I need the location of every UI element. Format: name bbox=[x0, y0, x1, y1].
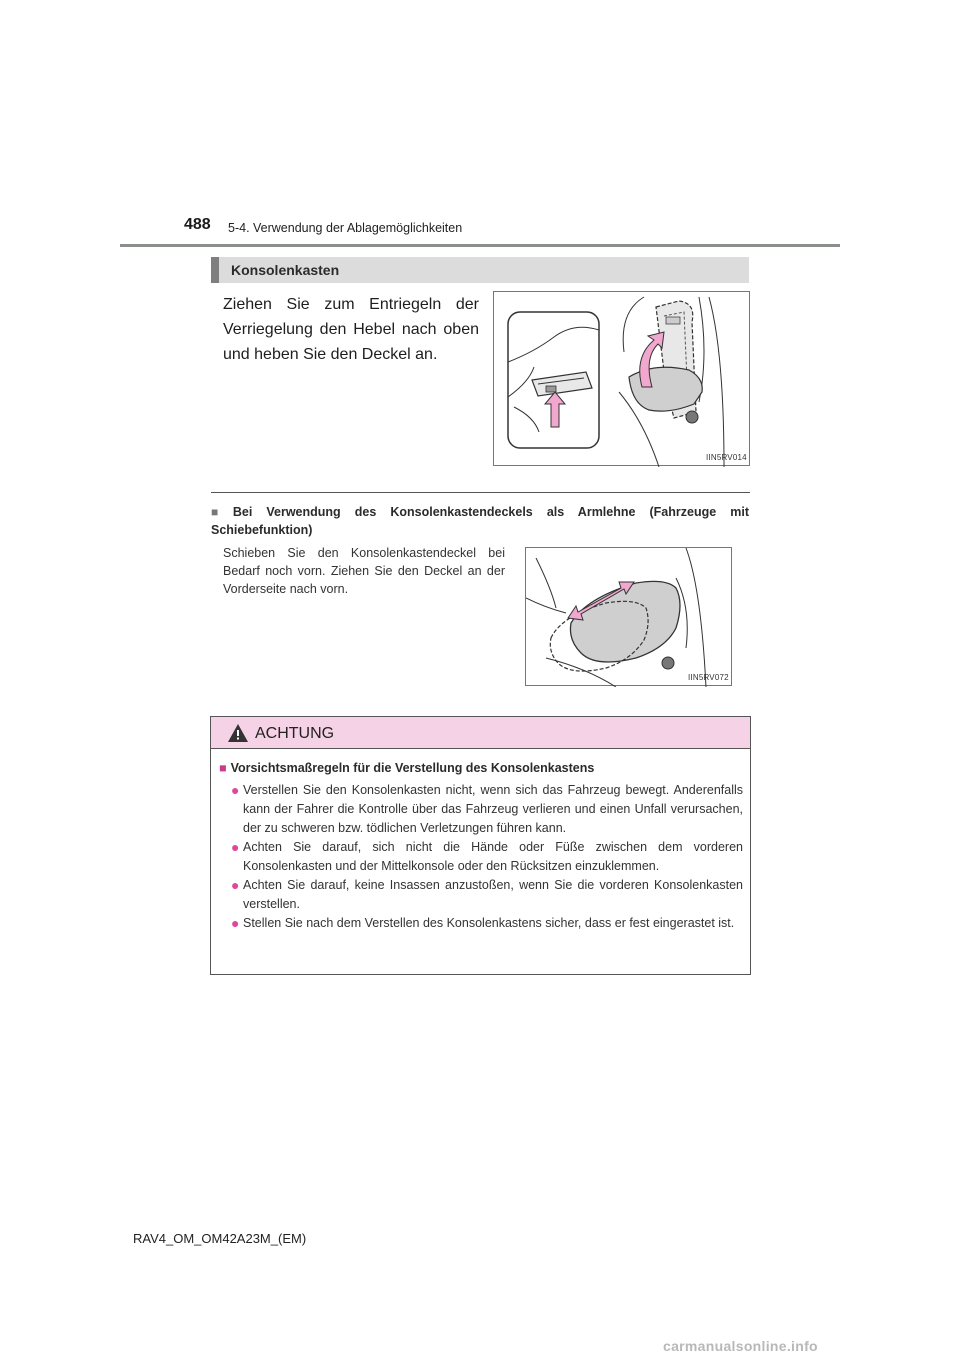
warning-title: ACHTUNG bbox=[255, 725, 335, 742]
figure-console-box-open bbox=[493, 291, 750, 466]
figure1-code: IIN5RV014 bbox=[706, 453, 747, 462]
warning-subheading-text: Vorsichtsmaßregeln für die Verstellung des Konsolenkastens bbox=[230, 761, 595, 775]
square-bullet-icon: ■ bbox=[219, 761, 227, 775]
warning-bullet-text: Achten Sie darauf, sich nicht die Hände oder Füße zwischen dem vorderen Konsolenkasten und der Mittelkonsole oder den Rücksitzen einzuklemmen. bbox=[243, 840, 743, 873]
bullet-dot-icon: ● bbox=[231, 877, 240, 893]
section-title: Konsolenkasten bbox=[231, 262, 340, 278]
warning-subheading bbox=[219, 761, 594, 775]
console-box-illustration bbox=[494, 292, 751, 467]
warning-bullet bbox=[231, 914, 743, 933]
subsection-rule bbox=[211, 492, 750, 493]
document-code: RAV4_OM_OM42A23M_(EM) bbox=[133, 1231, 307, 1246]
watermark: carmanualsonline.info bbox=[663, 1338, 818, 1354]
warning-bullet bbox=[231, 876, 743, 914]
warning-bullet bbox=[231, 838, 743, 876]
section-bar bbox=[211, 257, 749, 283]
subsection-heading-text: Bei Verwendung des Konsolenkastendeckels als Armlehne (Fahrzeuge mit Schiebefunktion) bbox=[211, 505, 750, 537]
subsection-text: Schieben Sie den Konsolenkastendeckel bei Bedarf noch vorn. Ziehen Sie den Deckel an der Vorderseite nach vorn. bbox=[223, 546, 505, 596]
armrest-slide-illustration bbox=[526, 548, 733, 687]
page-number: 488 bbox=[184, 216, 211, 233]
figure-console-lid-slide bbox=[525, 547, 732, 686]
warning-box bbox=[210, 716, 751, 975]
warning-bullet-text: Verstellen Sie den Konsolenkasten nicht, wenn sich das Fahrzeug bewegt. Anderenfalls kann der Fahrer die Kontrolle über das Fahrzeug verlieren und einen Unfall verursachen, der zu schweren bzw. tödlichen Verletzungen führen kann. bbox=[243, 783, 743, 835]
subsection-heading bbox=[211, 503, 749, 539]
warning-bullet-text: Stellen Sie nach dem Verstellen des Konsolenkastens sicher, dass er fest eingerastet ist. bbox=[243, 916, 735, 930]
bullet-dot-icon: ● bbox=[231, 839, 240, 855]
chapter-title: 5-4. Verwendung der Ablagemöglichkeiten bbox=[228, 221, 463, 235]
bullet-dot-icon: ● bbox=[231, 915, 240, 931]
figure2-code: IIN5RV072 bbox=[688, 673, 729, 682]
header-rule bbox=[120, 244, 840, 247]
warning-header bbox=[211, 717, 750, 749]
square-bullet-icon: ■ bbox=[211, 505, 229, 519]
warning-bullet-text: Achten Sie darauf, keine Insassen anzustoßen, wenn Sie die vorderen Konsolenkasten verstellen. bbox=[243, 878, 743, 911]
warning-triangle-icon bbox=[227, 723, 249, 743]
intro-text: Ziehen Sie zum Entriegeln der Verriegelung den Hebel nach oben und heben Sie den Deckel an. bbox=[223, 296, 479, 363]
warning-bullet bbox=[231, 781, 743, 838]
bullet-dot-icon: ● bbox=[231, 782, 240, 798]
